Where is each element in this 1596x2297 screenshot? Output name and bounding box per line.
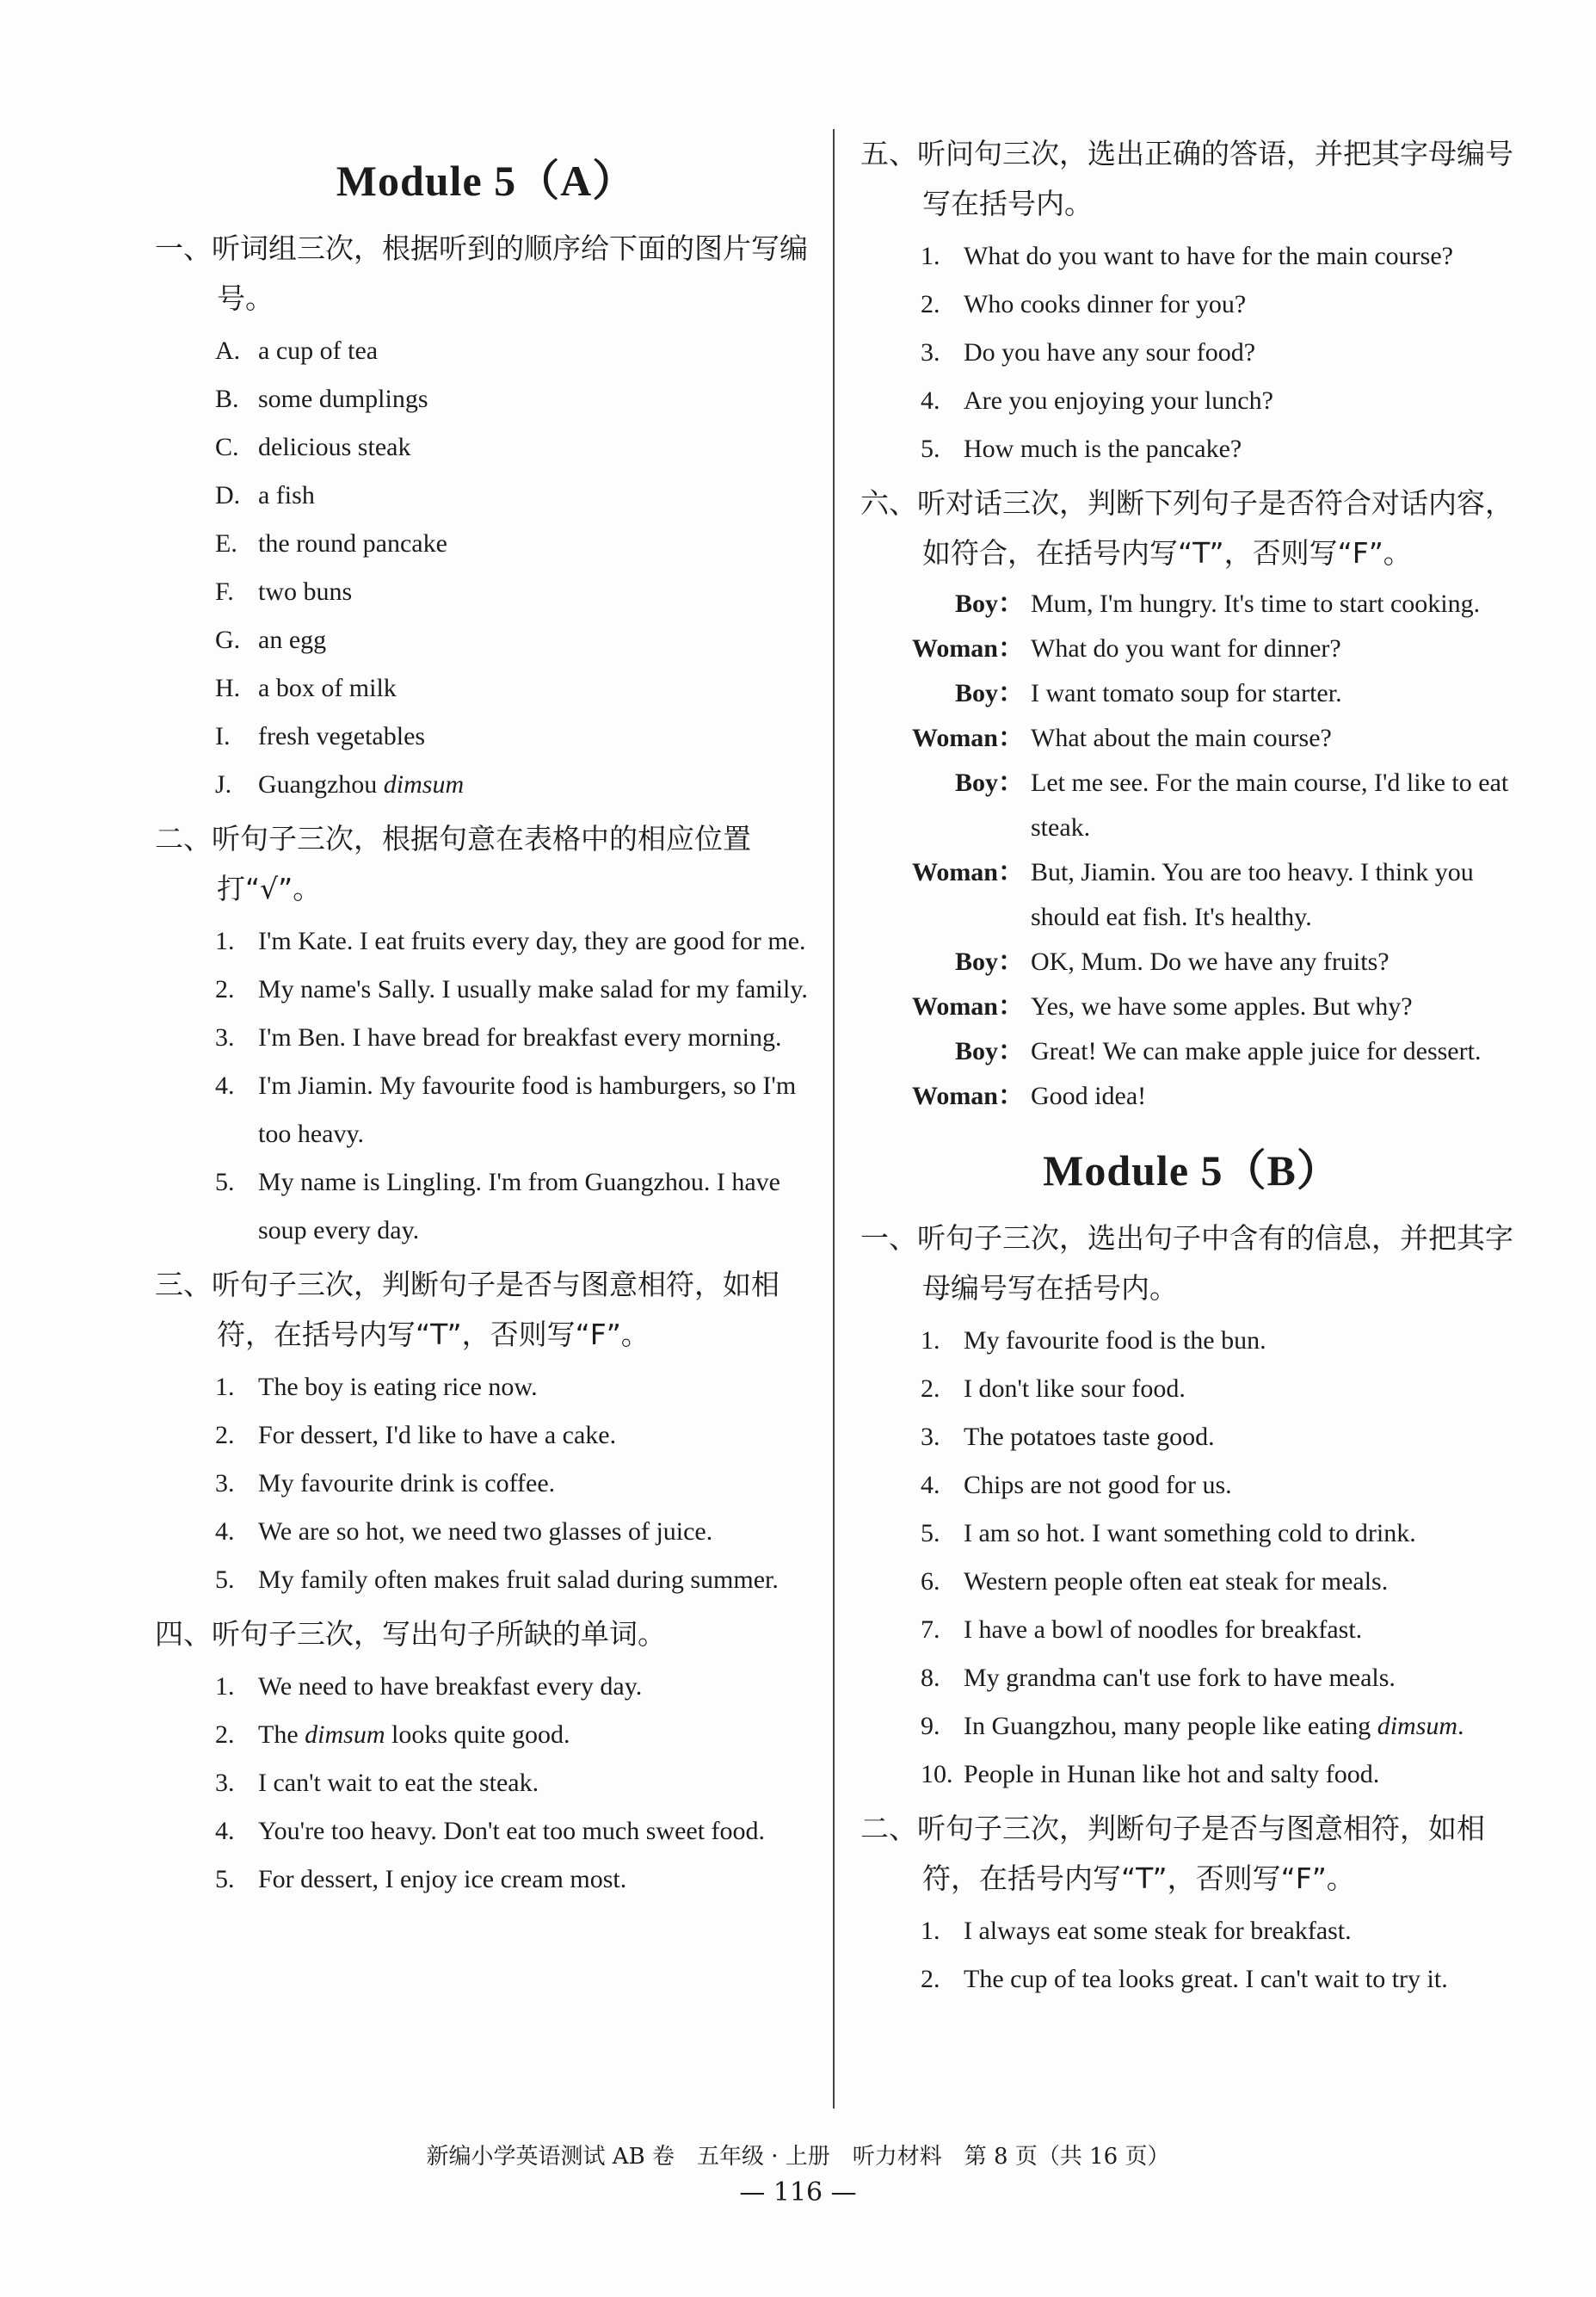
item-number: 3. <box>921 338 940 367</box>
item-text: Are you enjoying your lunch? <box>964 386 1273 415</box>
section-b1-heading: 一、听句子三次，选出句子中含有的信息，并把其字母编号写在括号内。 <box>860 1221 1513 1305</box>
item-text: I'm Jiamin. My favourite food is hamburgers, so I'm too heavy. <box>258 1071 797 1148</box>
dialog-line: What do you want for dinner? <box>1031 634 1341 663</box>
item-number: 1. <box>215 1672 235 1701</box>
list-item <box>860 329 1523 377</box>
section-6-heading: 六、听对话三次，判断下列句子是否符合对话内容，如符合，在括号内写“T”，否则写“F”。 <box>860 486 1513 570</box>
dialog-turn <box>860 716 1523 761</box>
item-number: J. <box>215 770 232 799</box>
list-item <box>155 1363 817 1411</box>
item-number: 2. <box>215 975 235 1003</box>
item-text: some dumplings <box>258 385 428 413</box>
item-number: F. <box>215 577 234 606</box>
right-column <box>860 129 1523 2009</box>
item-text: We need to have breakfast every day. <box>258 1672 643 1701</box>
item-number: 5. <box>921 1519 940 1547</box>
item-number: 2. <box>215 1421 235 1449</box>
item-number: 6. <box>921 1567 940 1596</box>
item-italic-text: dimsum <box>305 1720 385 1749</box>
item-number: 8. <box>921 1664 940 1692</box>
list-item <box>155 1508 817 1556</box>
item-text: My name is Lingling. I'm from Guangzhou. I have soup every day. <box>258 1168 780 1244</box>
dialog-turn <box>860 850 1523 940</box>
item-text: What do you want to have for the main course? <box>964 242 1453 270</box>
page-number: — 116 — <box>739 2177 857 2207</box>
section-items <box>155 327 817 809</box>
dialog-turn <box>860 761 1523 850</box>
section-6 <box>860 479 1523 1119</box>
dialog-speaker: Woman： <box>911 724 1024 752</box>
item-text: Western people often eat steak for meals. <box>964 1567 1389 1596</box>
dialog-speaker: Woman： <box>911 858 1024 886</box>
item-number: 1. <box>921 242 940 270</box>
list-item <box>860 281 1523 329</box>
section-5-heading: 五、听问句三次，选出正确的答语，并把其字母编号写在括号内。 <box>860 137 1513 220</box>
dialog-speaker: Boy： <box>954 948 1024 976</box>
left-sections <box>155 224 817 1904</box>
item-text: In Guangzhou, many people like eating <box>964 1712 1377 1740</box>
list-item <box>860 1955 1523 2004</box>
item-number: 10. <box>921 1760 953 1788</box>
section-heading: 二、听句子三次，根据句意在表格中的相应位置打“√”。 <box>155 822 751 905</box>
dialog-speaker: Boy： <box>954 679 1024 707</box>
item-text: My grandma can't use fork to have meals. <box>964 1664 1396 1692</box>
section-6-dialog <box>860 582 1523 1119</box>
list-item <box>155 1663 817 1711</box>
item-text: a fish <box>258 481 315 509</box>
item-number: 5. <box>921 435 940 463</box>
dialog-turn <box>860 627 1523 671</box>
list-item <box>860 1702 1523 1751</box>
list-item <box>155 713 817 761</box>
list-item <box>860 1654 1523 1702</box>
item-number: 4. <box>215 1071 235 1100</box>
item-number: 2. <box>215 1720 235 1749</box>
section-items <box>155 1363 817 1604</box>
list-item <box>155 1759 817 1807</box>
item-number: 1. <box>921 1326 940 1355</box>
item-number: 2. <box>921 1374 940 1403</box>
dialog-line: Good idea! <box>1031 1082 1147 1110</box>
dialog-speaker: Woman： <box>911 634 1024 663</box>
item-text: Guangzhou <box>258 770 384 799</box>
list-item <box>155 1014 817 1062</box>
item-number: 2. <box>921 290 940 318</box>
item-text: Who cooks dinner for you? <box>964 290 1247 318</box>
section <box>155 1260 817 1604</box>
section-b2-items <box>860 1907 1523 2004</box>
item-number: 3. <box>215 1469 235 1497</box>
list-item <box>155 616 817 664</box>
item-text: a box of milk <box>258 674 397 702</box>
item-text: delicious steak <box>258 433 411 461</box>
section-items <box>155 1663 817 1904</box>
item-text: We are so hot, we need two glasses of juice. <box>258 1517 713 1546</box>
list-item <box>860 377 1523 425</box>
list-item <box>155 1062 817 1158</box>
list-item <box>155 568 817 616</box>
item-number: C. <box>215 433 239 461</box>
item-text: I'm Ben. I have bread for breakfast every morning. <box>258 1023 782 1052</box>
item-text: I always eat some steak for breakfast. <box>964 1917 1352 1945</box>
item-text: Chips are not good for us. <box>964 1471 1232 1499</box>
item-text: fresh vegetables <box>258 722 426 750</box>
item-text: Do you have any sour food? <box>964 338 1256 367</box>
item-text: an egg <box>258 626 327 654</box>
list-item <box>155 1556 817 1604</box>
item-number: 4. <box>921 1471 940 1499</box>
item-text: I am so hot. I want something cold to drink. <box>964 1519 1416 1547</box>
item-number: 5. <box>215 1565 235 1594</box>
dialog-speaker: Boy： <box>954 590 1024 618</box>
section <box>155 814 817 1255</box>
column-divider <box>833 129 835 2109</box>
list-item <box>860 232 1523 281</box>
item-text: For dessert, I enjoy ice cream most. <box>258 1865 627 1893</box>
dialog-line: What about the main course? <box>1031 724 1332 752</box>
section <box>155 1609 817 1904</box>
section-b2 <box>860 1804 1523 2004</box>
list-item <box>860 1413 1523 1461</box>
list-item <box>860 1606 1523 1654</box>
dialog-speaker: Boy： <box>954 769 1024 797</box>
module-b-title: Module 5（B） <box>1043 1146 1340 1195</box>
list-item <box>860 1558 1523 1606</box>
item-number: 7. <box>921 1615 940 1644</box>
item-number: 1. <box>215 927 235 955</box>
item-text: I'm Kate. I eat fruits every day, they are good for me. <box>258 927 806 955</box>
item-italic-text: dimsum <box>1377 1712 1458 1740</box>
list-item <box>155 1711 817 1759</box>
item-text: I have a bowl of noodles for breakfast. <box>964 1615 1363 1644</box>
list-item <box>155 761 817 809</box>
item-number: G. <box>215 626 241 654</box>
item-text: People in Hunan like hot and salty food. <box>964 1760 1380 1788</box>
dialog-line: But, Jiamin. You are too heavy. I think you should eat fish. It's healthy. <box>1031 858 1474 931</box>
list-item <box>860 1461 1523 1510</box>
item-number: E. <box>215 529 237 558</box>
dialog-speaker: Woman： <box>911 1082 1024 1110</box>
item-text: The potatoes taste good. <box>964 1423 1215 1451</box>
dialog-line: Great! We can make apple juice for dessert. <box>1031 1037 1482 1065</box>
item-number: A. <box>215 337 241 365</box>
dialog-line: Let me see. For the main course, I'd like to eat steak. <box>1031 769 1509 842</box>
item-text: My name's Sally. I usually make salad for my family. <box>258 975 808 1003</box>
dialog-line: OK, Mum. Do we have any fruits? <box>1031 948 1390 976</box>
dialog-turn <box>860 671 1523 716</box>
item-text: My favourite food is the bun. <box>964 1326 1266 1355</box>
item-text: two buns <box>258 577 353 606</box>
section-b2-heading: 二、听句子三次，判断句子是否与图意相符，如相符，在括号内写“T”，否则写“F”。 <box>860 1812 1485 1895</box>
section-b1-items <box>860 1317 1523 1799</box>
section-b1 <box>860 1213 1523 1799</box>
item-text: My favourite drink is coffee. <box>258 1469 556 1497</box>
item-text: the round pancake <box>258 529 447 558</box>
item-number: B. <box>215 385 239 413</box>
item-italic-text: dimsum <box>383 770 465 799</box>
dialog-line: I want tomato soup for starter. <box>1031 679 1342 707</box>
item-number: H. <box>215 674 241 702</box>
list-item <box>860 1751 1523 1799</box>
item-text: I can't wait to eat the steak. <box>258 1769 539 1797</box>
dialog-turn <box>860 1074 1523 1119</box>
list-item <box>155 1460 817 1508</box>
list-item <box>860 1317 1523 1365</box>
section <box>155 224 817 809</box>
item-number: 3. <box>215 1769 235 1797</box>
dialog-turn <box>860 1029 1523 1074</box>
dialog-turn <box>860 985 1523 1029</box>
item-number: 1. <box>215 1373 235 1401</box>
item-number: 9. <box>921 1712 940 1740</box>
section-5-items <box>860 232 1523 473</box>
item-text-after: looks quite good. <box>385 1720 570 1749</box>
item-number: 3. <box>921 1423 940 1451</box>
list-item <box>155 520 817 568</box>
dialog-line: Mum, I'm hungry. It's time to start cooking. <box>1031 590 1481 618</box>
list-item <box>155 917 817 966</box>
item-text: The <box>258 1720 305 1749</box>
list-item <box>155 423 817 472</box>
item-number: 5. <box>215 1865 235 1893</box>
list-item <box>155 472 817 520</box>
item-number: I. <box>215 722 231 750</box>
list-item <box>155 1856 817 1904</box>
item-text: How much is the pancake? <box>964 435 1242 463</box>
section-heading: 三、听句子三次，判断句子是否与图意相符，如相符，在括号内写“T”，否则写“F”。 <box>155 1268 780 1351</box>
footer-info: 新编小学英语测试 AB 卷 五年级 · 上册 听力材料 第 8 页（共 16 页） <box>426 2144 1170 2170</box>
list-item <box>860 1510 1523 1558</box>
item-number: 4. <box>215 1517 235 1546</box>
module-a-title: Module 5（A） <box>336 157 637 205</box>
item-text: My family often makes fruit salad during summer. <box>258 1565 779 1594</box>
item-number: D. <box>215 481 241 509</box>
list-item <box>860 1365 1523 1413</box>
list-item <box>155 375 817 423</box>
item-text-after: . <box>1457 1712 1464 1740</box>
list-item <box>155 1411 817 1460</box>
item-number: 5. <box>215 1168 235 1196</box>
item-text: You're too heavy. Don't eat too much sweet food. <box>258 1817 766 1845</box>
list-item <box>860 1907 1523 1955</box>
dialog-line: Yes, we have some apples. But why? <box>1031 992 1413 1021</box>
dialog-turn <box>860 940 1523 985</box>
left-column <box>155 129 817 1909</box>
list-item <box>860 425 1523 473</box>
item-number: 3. <box>215 1023 235 1052</box>
item-text: For dessert, I'd like to have a cake. <box>258 1421 617 1449</box>
list-item <box>155 327 817 375</box>
section-heading: 一、听词组三次，根据听到的顺序给下面的图片写编号。 <box>155 232 808 315</box>
list-item <box>155 1158 817 1255</box>
item-text: I don't like sour food. <box>964 1374 1186 1403</box>
item-number: 4. <box>215 1817 235 1845</box>
list-item <box>155 664 817 713</box>
dialog-speaker: Boy： <box>954 1037 1024 1065</box>
dialog-turn <box>860 582 1523 627</box>
item-text: The cup of tea looks great. I can't wait to try it. <box>964 1965 1448 1993</box>
item-number: 2. <box>921 1965 940 1993</box>
item-text: The boy is eating rice now. <box>258 1373 538 1401</box>
dialog-speaker: Woman： <box>911 992 1024 1021</box>
section-heading: 四、听句子三次，写出句子所缺的单词。 <box>155 1617 666 1651</box>
item-text: a cup of tea <box>258 337 379 365</box>
item-number: 1. <box>921 1917 940 1945</box>
item-number: 4. <box>921 386 940 415</box>
section-items <box>155 917 817 1255</box>
section-5 <box>860 129 1523 473</box>
list-item <box>155 1807 817 1856</box>
list-item <box>155 966 817 1014</box>
